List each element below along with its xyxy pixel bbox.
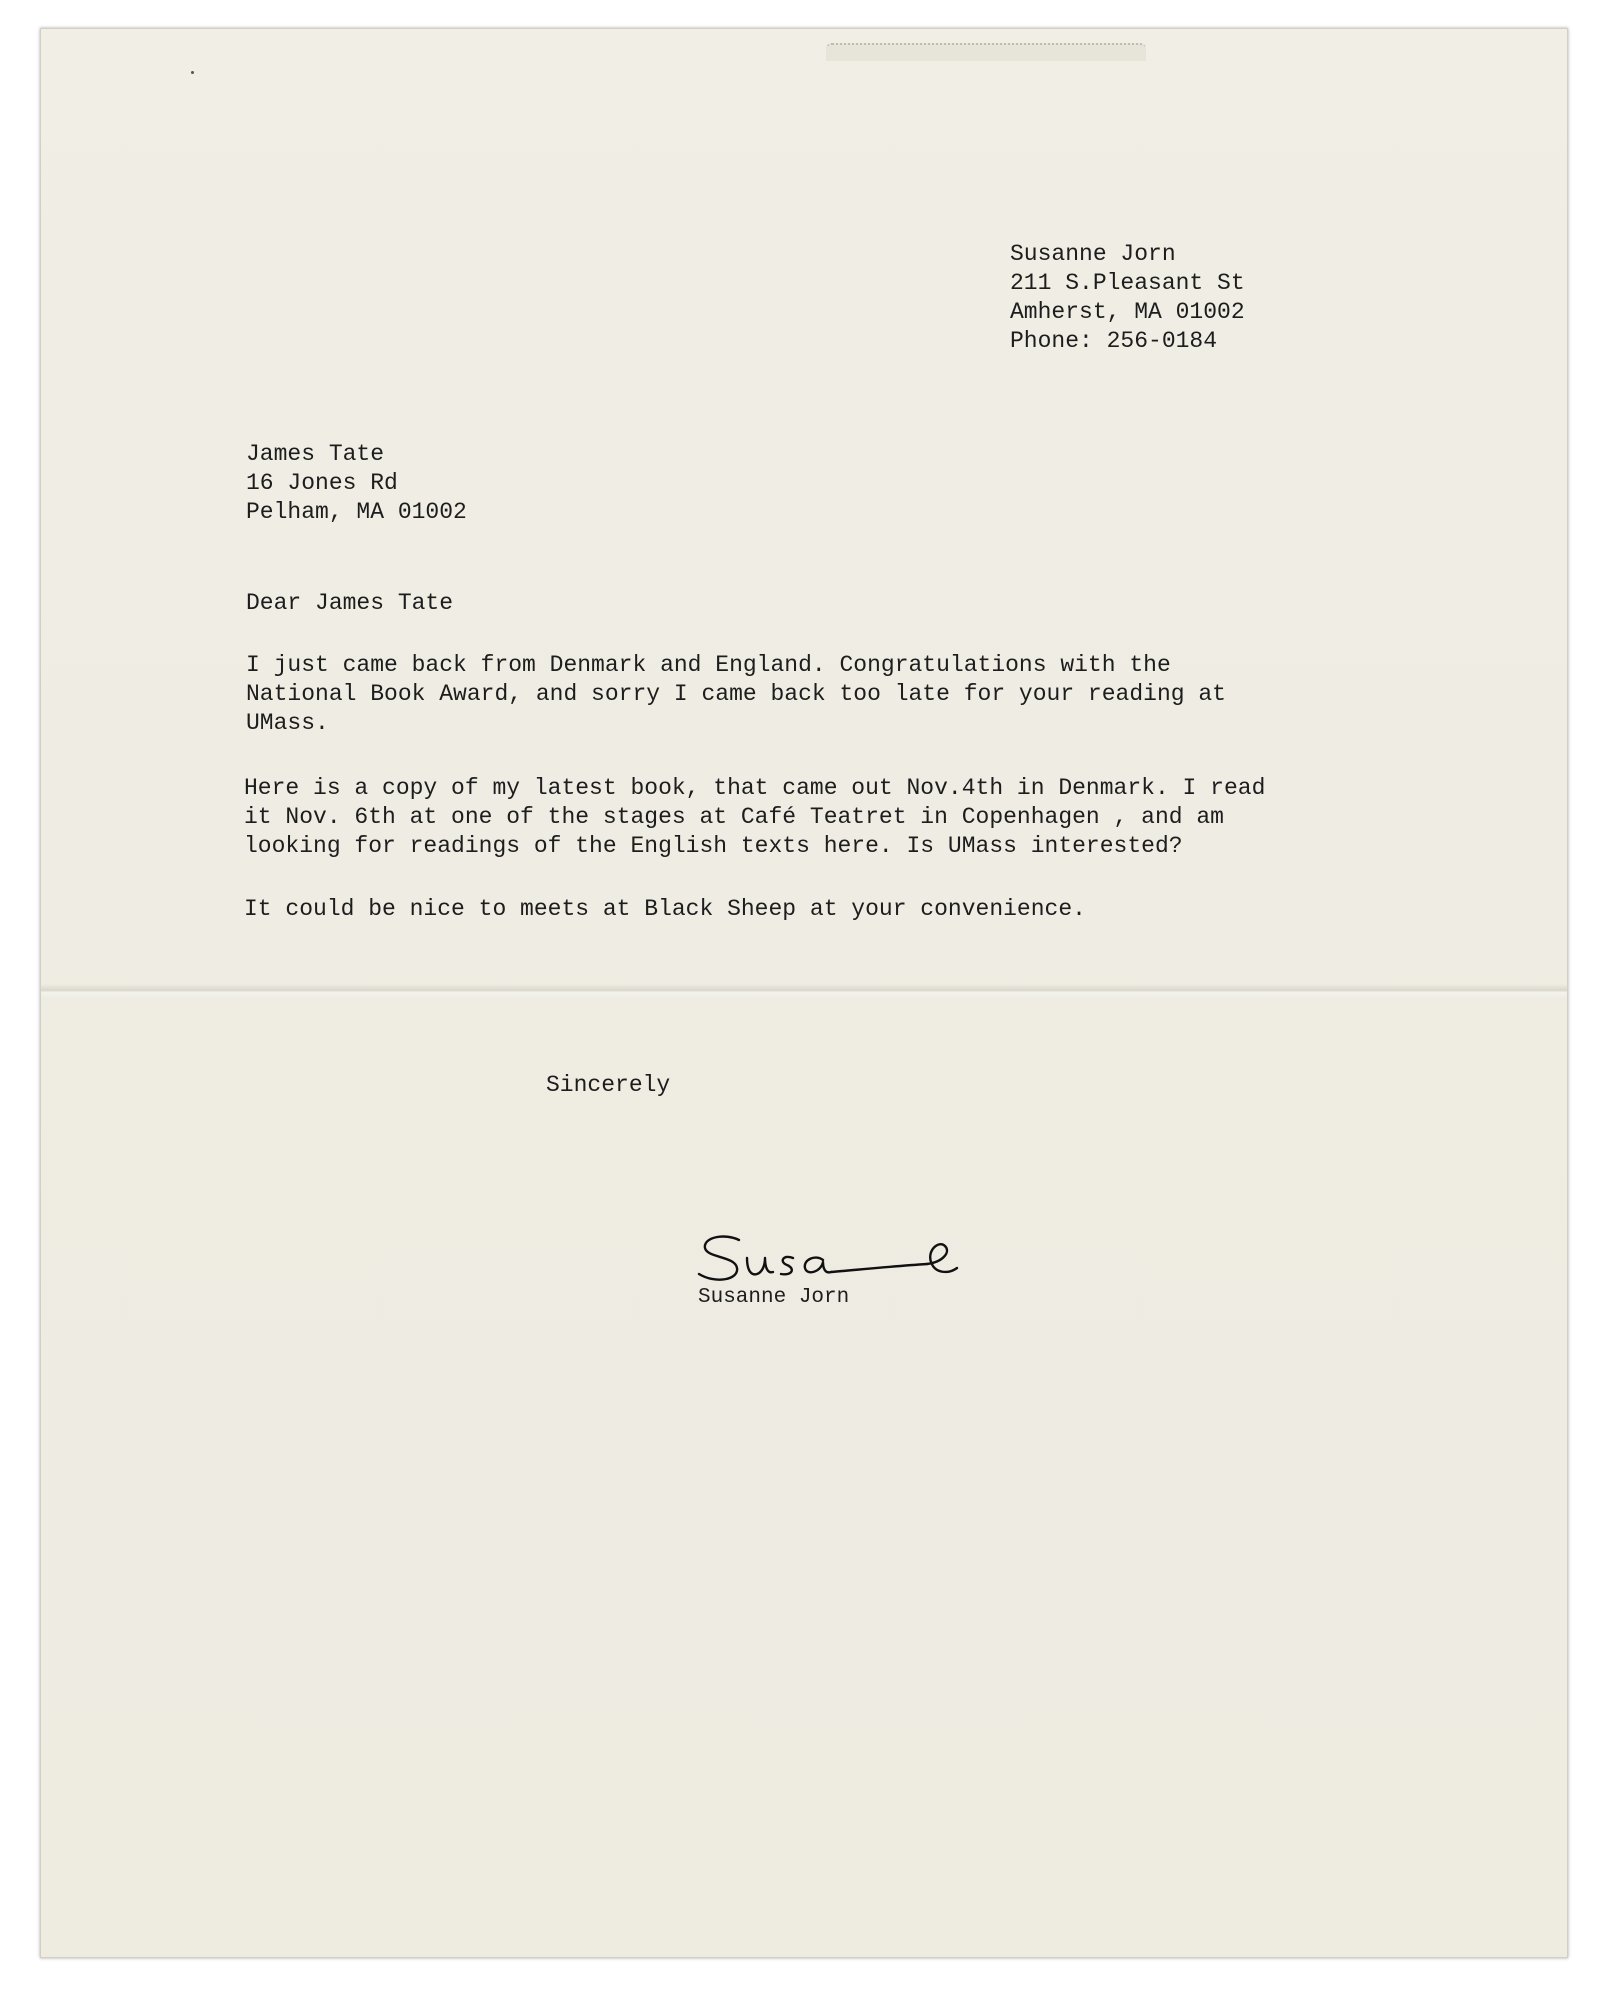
paragraph-1 (246, 651, 1226, 738)
paragraph-line: National Book Award, and sorry I came back too late for your reading at (246, 681, 1226, 707)
paragraph-3 (244, 895, 1086, 924)
paragraph-line: Here is a copy of my latest book, that came out Nov.4th in Denmark. I read (244, 775, 1266, 801)
recipient-street: 16 Jones Rd (246, 470, 398, 496)
sender-street: 211 S.Pleasant St (1010, 270, 1245, 296)
paper-speck (191, 71, 194, 74)
paragraph-line: looking for readings of the English texts here. Is UMass interested? (244, 833, 1183, 859)
salutation: Dear James Tate (246, 590, 454, 616)
sender-city: Amherst, MA 01002 (1010, 299, 1245, 325)
recipient-name: James Tate (246, 441, 385, 467)
letter-sheet (40, 28, 1568, 1958)
paragraph-line: UMass. (246, 710, 329, 736)
paragraph-2 (244, 774, 1265, 861)
recipient-address-block (246, 440, 467, 527)
sender-address-block (1010, 240, 1245, 356)
sender-phone: Phone: 256-0184 (1010, 328, 1218, 354)
sender-name: Susanne Jorn (1010, 241, 1176, 267)
fold-crease (41, 984, 1567, 998)
recipient-city: Pelham, MA 01002 (246, 499, 467, 525)
closing: Sincerely (546, 1072, 671, 1098)
torn-paper-edge (826, 43, 1146, 61)
paragraph-line: it Nov. 6th at one of the stages at Café Teatret in Copenhagen , and am (244, 804, 1224, 830)
paragraph-line: It could be nice to meets at Black Sheep at your convenience. (244, 896, 1086, 922)
signed-name: Susanne Jorn (698, 1286, 850, 1309)
paragraph-line: I just came back from Denmark and England. Congratulations with the (246, 652, 1171, 678)
